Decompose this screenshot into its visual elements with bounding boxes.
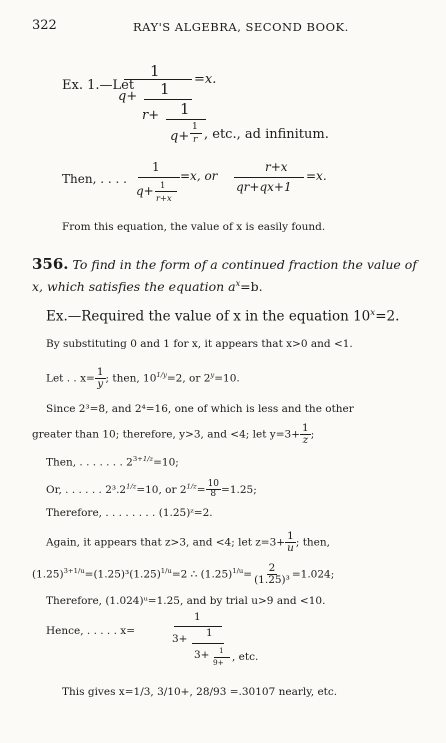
ex2-line9: $(1.25)^{3+1/u}=(1.25)^3(1.25)^{1/u}=2$ ∴ $(1.25)^{1/u}=$ $\frac{2}{\text{(1.25)³}}$ =1.024; <box>32 562 335 587</box>
line9-e: =1.024; <box>291 568 335 581</box>
line9-num: 2 <box>268 562 276 574</box>
line5-lead: Then, . . . . . . . 2 <box>46 456 133 469</box>
line8-den: u <box>287 542 294 555</box>
ex1-q-plus: q+ <box>118 89 138 104</box>
ex2-last: This gives x=1/3, 3/10+, 28/93 =.30107 nearly, etc. <box>62 686 338 698</box>
ex2-line10: Therefore, (1.024)ᵘ=1.25, and by trial u>9 and <10. <box>46 595 326 607</box>
ex2-line5: Then, . . . . . . . $2^{3+1/z}=10$; <box>46 455 179 469</box>
ex1-then-eq: =x, or <box>180 169 218 183</box>
ex1-then-one: 1 <box>152 160 160 174</box>
hence-nine-plus: 9+ <box>213 658 224 667</box>
hence-block <box>46 611 346 671</box>
ex1-one-3: 1 <box>180 100 190 118</box>
ex2-line8: Again, it appears that z>3, and <4; let z=3+ $\frac{1}{u}$ ; then, <box>46 530 330 555</box>
ex1-r: r <box>193 135 198 145</box>
line8-tail: ; then, <box>295 536 330 549</box>
ex1-then-q-plus: q+ <box>136 184 154 198</box>
ex2-line1: By substituting 0 and 1 for x, it appears that x>0 and <1. <box>46 338 353 350</box>
ex2-line2: Let . . x= $\frac{1}{y}$ ; then, $10^{1/y}=2$, or $2^y=10$. <box>46 366 240 391</box>
section-tail: =b. <box>240 279 263 295</box>
line6-lead: Or, . . . . . . 2³.2 <box>46 483 127 496</box>
hence-one-2: 1 <box>206 627 213 639</box>
line2-end: =10. <box>214 372 240 385</box>
line6-den: 8 <box>210 489 217 500</box>
ex1-then-bar <box>138 177 180 178</box>
line2-lead: Let . . x= <box>46 372 95 385</box>
ex2-lead: Ex.—Required the value of x in the equation 10 <box>46 308 371 325</box>
line5-tail: =10; <box>153 456 179 469</box>
line5-sup: 3+ <box>132 455 143 463</box>
line2-den: y <box>97 378 104 391</box>
ex1-then-lead: Then, . . . . <box>62 172 127 186</box>
line2-tail: =2, or 2 <box>166 372 211 385</box>
ex1-bar-4 <box>190 133 202 134</box>
section-sup: x <box>235 278 241 288</box>
ex1-then-rplusx: r+x <box>156 193 172 203</box>
hence-one-1: 1 <box>194 611 201 623</box>
section-text: To find in the form of a continued fraction the value of x, which satisfies the equation a <box>32 257 417 295</box>
ex2-heading <box>46 308 399 325</box>
ex1-then-bar-big <box>234 177 304 178</box>
section-356 <box>32 255 422 296</box>
hence-three-plus: 3+ <box>172 633 188 645</box>
line6-end: = <box>196 483 206 496</box>
ex2-line6: Or, . . . . . . $2^3.2^{1/z}=10$, or $2^{1/z}=$ $\frac{10}{8}$ =1.25; <box>46 479 257 500</box>
hence-bar-1 <box>174 626 222 627</box>
hence-etc: , etc. <box>232 651 259 663</box>
line6-final: =1.25; <box>221 483 257 496</box>
line9-d: = <box>243 568 253 581</box>
line2-mid: ; then, 10 <box>105 372 157 385</box>
line9-b: =(1.25)³(1.25) <box>84 568 161 581</box>
hence-three-plus-2: 3+ <box>194 649 210 661</box>
ex1-etc: , etc., ad infinitum. <box>204 127 329 142</box>
ex1-then-tail: =x. <box>306 169 327 183</box>
ex1-then-num: r+x <box>265 160 288 174</box>
running-title: RAY'S ALGEBRA, SECOND BOOK. <box>133 20 349 34</box>
line4-lead: greater than 10; therefore, y>3, and <4; let y=3+ <box>32 428 300 441</box>
section-number: 356. <box>32 255 69 273</box>
ex1-then-bar-small <box>155 191 177 192</box>
line9-c: =2 ∴ (1.25) <box>171 568 233 581</box>
ex1-one-1: 1 <box>150 62 160 80</box>
line2-num: 1 <box>96 366 104 378</box>
ex2-sup: x <box>370 308 376 318</box>
line4-den: z <box>302 434 309 447</box>
hence-lead: Hence, . . . . . x= <box>46 625 135 637</box>
ex1-one-2: 1 <box>160 80 170 98</box>
ex1-q-plus-2: q+ <box>170 129 190 144</box>
line9-a: (1.25) <box>32 568 64 581</box>
ex1-lead: Ex. 1.—Let <box>62 78 135 93</box>
ex2-tail: =2. <box>375 308 400 325</box>
line6-num: 10 <box>207 479 220 489</box>
line6-tail: =10, or 2 <box>136 483 187 496</box>
ex1-bar-1 <box>124 79 192 80</box>
line9-den: (1.25)³ <box>254 574 290 587</box>
ex1-then-den: qr+qx+1 <box>236 180 292 194</box>
ex1-then-one-small: 1 <box>160 180 166 190</box>
ex2-line3: Since 2³=8, and 2⁴=16, one of which is less and the other <box>46 403 354 415</box>
hence-one-3: 1 <box>219 646 224 655</box>
ex2-line7: Therefore, . . . . . . . . (1.25)ᶻ=2. <box>46 507 213 519</box>
ex1-bar-3 <box>166 119 206 120</box>
ex1-note: From this equation, the value of x is easily found. <box>62 221 326 233</box>
ex1-one-4: 1 <box>192 122 198 132</box>
ex2-line4: greater than 10; therefore, y>3, and <4; let y=3+ $\frac{1}{z}$ ; <box>32 422 315 447</box>
page-number: 322 <box>32 18 57 33</box>
ex1-r-plus: r+ <box>142 108 160 123</box>
line8-lead: Again, it appears that z>3, and <4; let z=3+ <box>46 536 286 549</box>
ex1-eqx: =x. <box>194 72 217 87</box>
hence-bar-2 <box>192 643 224 644</box>
